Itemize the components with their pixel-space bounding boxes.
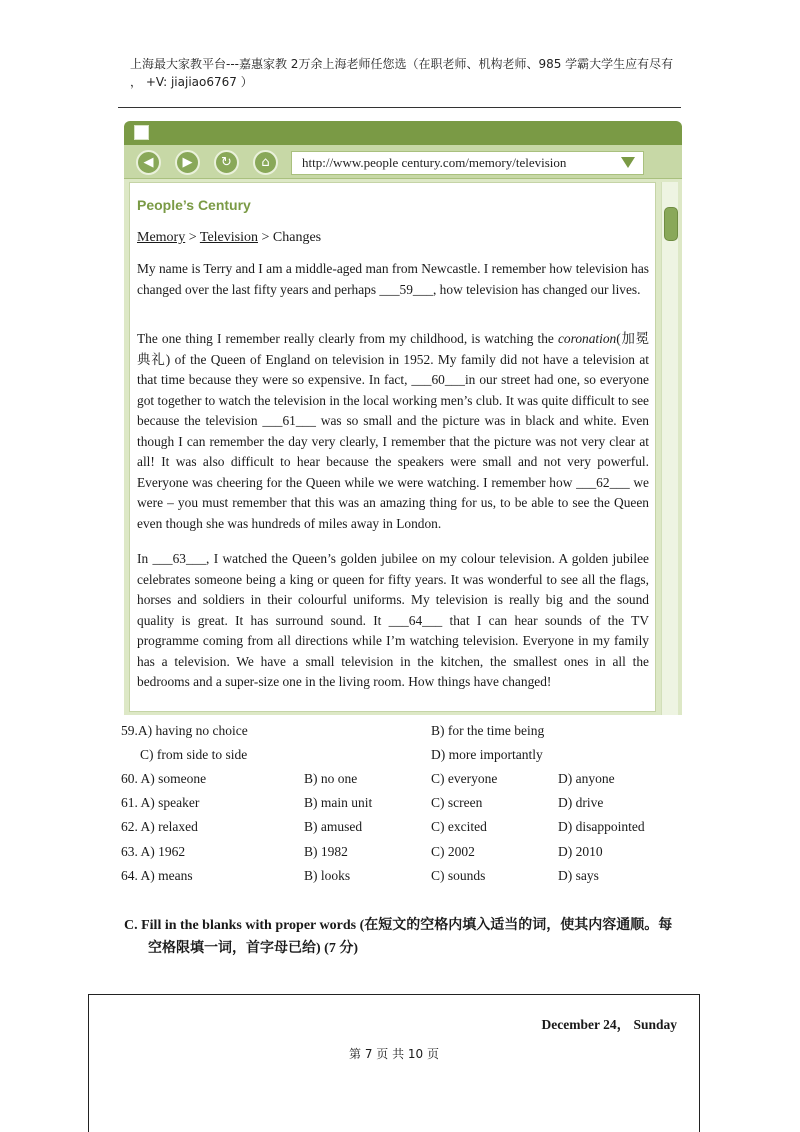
option-63-b: B) 1982 [304,844,348,859]
scrollbar[interactable] [661,182,678,715]
option-63-c: C) 2002 [431,844,475,859]
section-c-line-1: C. Fill in the blanks with proper words (在短文的空格内填入适当的词，使其内容通顺。每 [124,918,673,933]
url-bar[interactable] [291,151,644,175]
option-60-c: C) everyone [431,771,498,786]
breadcrumb-current: Changes [272,230,322,245]
browser-window [124,121,682,715]
browser-titlebar [124,121,682,145]
paragraph-text: (加冕典礼) of the Queen of England on television in 1952. My family did not have a television at that time because they were so expensive. In fact, ___60___in our street had one, so everyone got together to watch the television in the local working men’s club. It was quite difficult to see because the television ___61___ was so small and the picture was in black and white. Even though I can remember the day very clearly, I remember that the picture was not very clear at all! It was also difficult to hear because the speakers were small and not very powerful. Everyone was cheering for the Queen while we were watching. I remember how ___62___ we were – you must remember that this was an amazing thing for us, to be able to see the Queen even though she was hundreds of miles away in London. [137,331,649,531]
reload-icon[interactable]: ↻ [214,150,239,175]
browser-toolbar [124,145,682,179]
option-62-c: C) excited [431,819,487,834]
option-64-b: B) looks [304,868,351,883]
section-c-line-2: 空格限填一词，首字母已给) (7 分) [148,941,358,956]
option-60-a: 60. A) someone [121,771,207,786]
passage-box [88,994,700,1132]
option-64-a: 64. A) means [121,868,193,883]
option-61-d: D) drive [558,795,604,810]
option-59-d: D) more importantly [431,747,543,762]
option-59-a: 59.A) having no choice [121,723,248,738]
option-63-a: 63. A) 1962 [121,844,186,859]
chevron-down-icon[interactable] [621,157,635,168]
breadcrumb [137,230,321,246]
paragraph-text: The one thing I remember really clearly from my childhood, is watching the [137,331,558,346]
option-62-d: D) disappointed [558,819,645,834]
option-61-a: 61. A) speaker [121,795,200,810]
window-icon[interactable] [134,125,149,140]
page-header-text: 上海最大家教平台---嘉惠家教 2万余上海老师任您选（在职老师、机构老师、985 学霸大学生应有尽有 ， +V: jiajiao6767 ） [130,57,674,89]
option-59-b: B) for the time being [431,723,545,738]
browser-viewport [124,179,682,715]
article-paragraph-3: In ___63___, I watched the Queen’s golden jubilee on my colour television. A golden jubilee celebrates someone being a king or queen for fifty years. It was wonderful to see all the flags, horses and soldiers in their colourful uniforms. My television is really big and the sound quality is great. It has surround sound. It ___64___ that I can hear sounds of the TV programme coming from all directions while I’m watching television. Everyone in my family has a television. We have a small television in the kitchen, the smallest ones in all the bedrooms and a super-size one in the living room. How things have changed! [137,551,649,689]
option-59-c: C) from side to side [140,747,248,762]
right-arrow-icon[interactable]: ▶ [175,150,200,175]
option-61-b: B) main unit [304,795,373,810]
article-paragraph-1: My name is Terry and I am a middle-aged man from Newcastle. I remember how television has changed over the last fifty years and perhaps ___59___, how television has changed our lives. [137,261,649,297]
option-64-d: D) says [558,868,599,883]
article-paragraph-2 [137,329,649,534]
option-64-c: C) sounds [431,868,486,883]
section-c-instructions [124,914,684,960]
left-arrow-icon[interactable]: ◀ [136,150,161,175]
breadcrumb-link-memory[interactable]: Memory [137,230,186,245]
option-62-b: B) amused [304,819,363,834]
web-page-content [129,182,656,712]
home-icon[interactable]: ⌂ [253,150,278,175]
option-61-c: C) screen [431,795,483,810]
breadcrumb-separator: > [185,230,200,245]
page-number: 第 7 页 共 10 页 [349,1047,439,1061]
breadcrumb-separator: > [258,230,273,245]
site-title: People’s Century [137,197,251,213]
option-63-d: D) 2010 [558,844,603,859]
url-text[interactable]: http://www.people century.com/memory/television [302,155,567,170]
option-60-b: B) no one [304,771,358,786]
option-62-a: 62. A) relaxed [121,819,198,834]
breadcrumb-link-television[interactable]: Television [199,230,258,245]
header-divider [118,107,681,108]
scrollbar-thumb[interactable] [664,207,678,241]
passage-date: December 24， Sunday [541,1017,677,1032]
option-60-d: D) anyone [558,771,615,786]
italic-term: coronation [557,331,617,346]
